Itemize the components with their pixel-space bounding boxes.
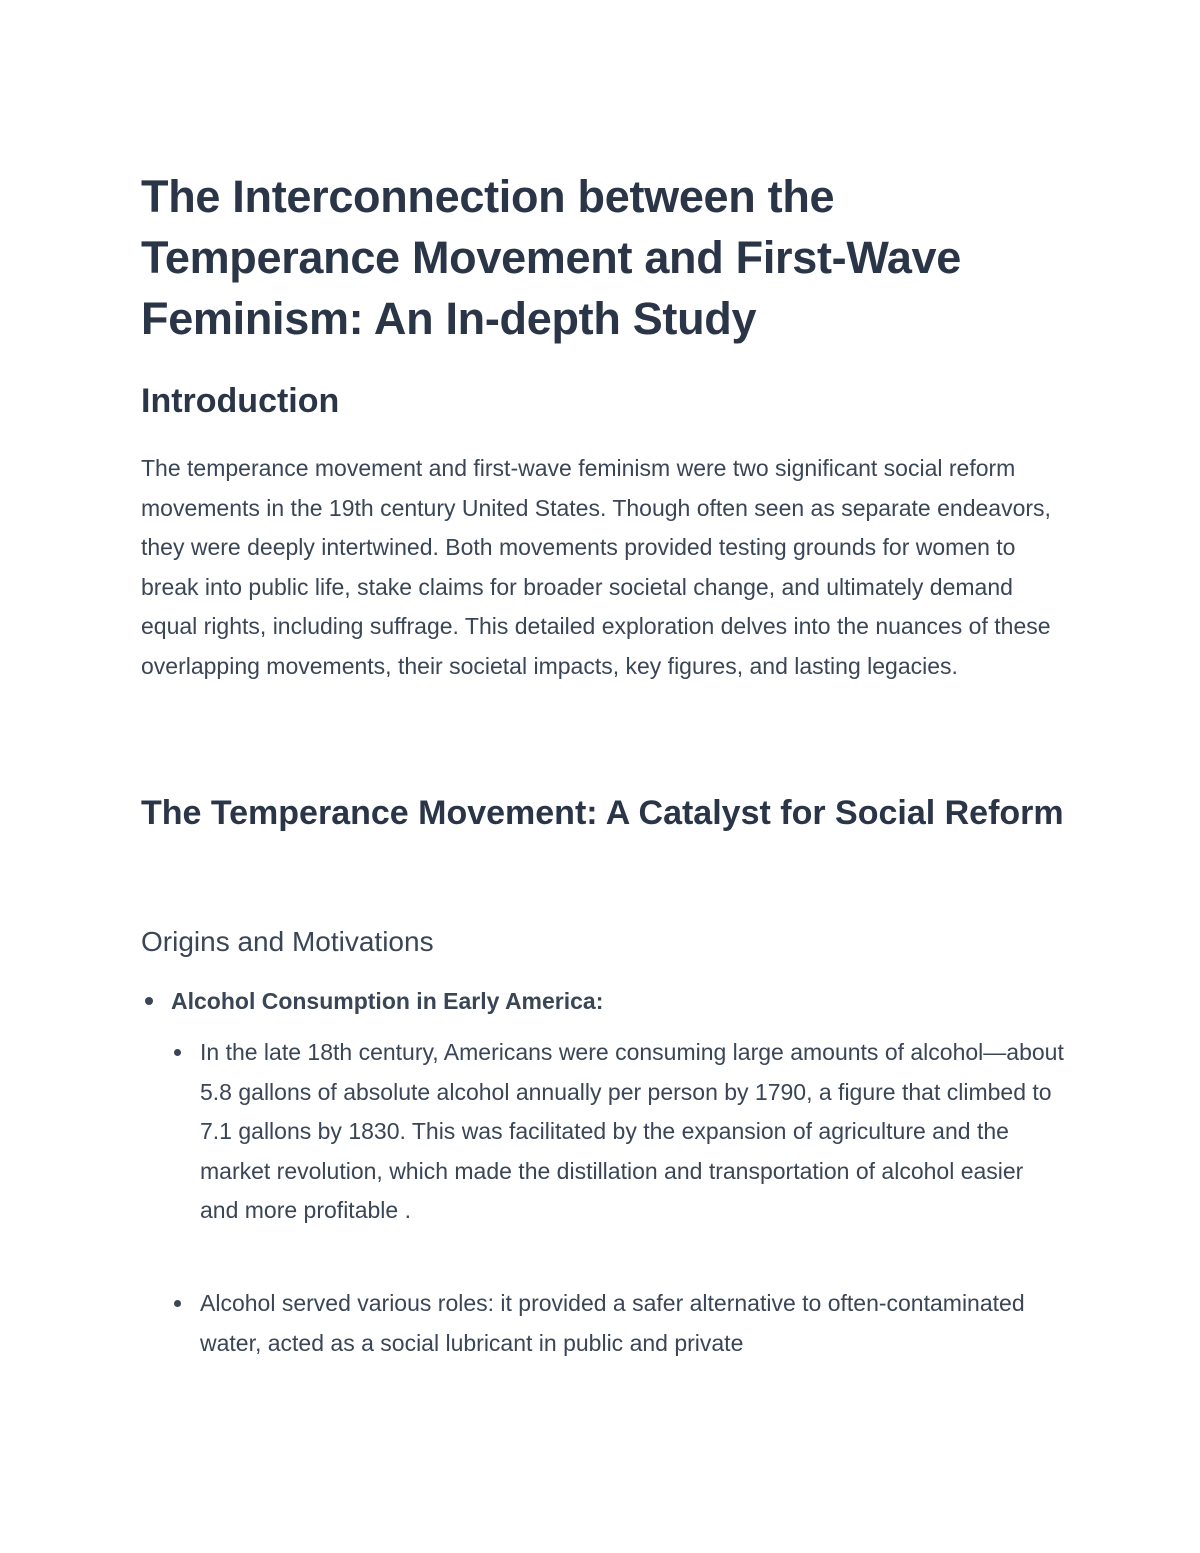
introduction-paragraph: The temperance movement and first-wave feminism were two significant social reform movements in the 19th century United States. Though often seen as separate endeavors, they were deeply intertwined. Both movements provided testing grounds for women to break into public life, stake claims for broader societal change, and ultimately demand equal rights, including suffrage. This detailed exploration delves into the nuances of these overlapping movements, their societal impacts, key figures, and lasting legacies. xyxy=(141,455,1051,679)
origins-subheading: Origins and Motivations xyxy=(141,926,434,957)
sub-bullet-icon xyxy=(174,1300,181,1307)
bullet-label: Alcohol Consumption in Early America: xyxy=(171,988,604,1014)
document-title: The Interconnection between the Temperance Movement and First-Wave Feminism: An In-depth Study xyxy=(141,171,962,344)
bullet-icon xyxy=(145,997,153,1005)
introduction-heading: Introduction xyxy=(141,382,340,420)
sub-bullet-item: In the late 18th century, Americans were consuming large amounts of alcohol—about 5.8 gallons of absolute alcohol annually per person by 1790, a figure that climbed to 7.1 gallons by 1830. This was facilitated by the expansion of agriculture and the market revolution, which made the distillation and transportation of alcohol easier and more profitable . xyxy=(200,1039,1064,1223)
sub-bullet-item: Alcohol served various roles: it provided a safer alternative to often-contaminated water, acted as a social lubricant in public and private xyxy=(200,1290,1025,1356)
sub-bullet-icon xyxy=(174,1049,181,1056)
temperance-section-heading: The Temperance Movement: A Catalyst for Social Reform xyxy=(141,794,1064,832)
